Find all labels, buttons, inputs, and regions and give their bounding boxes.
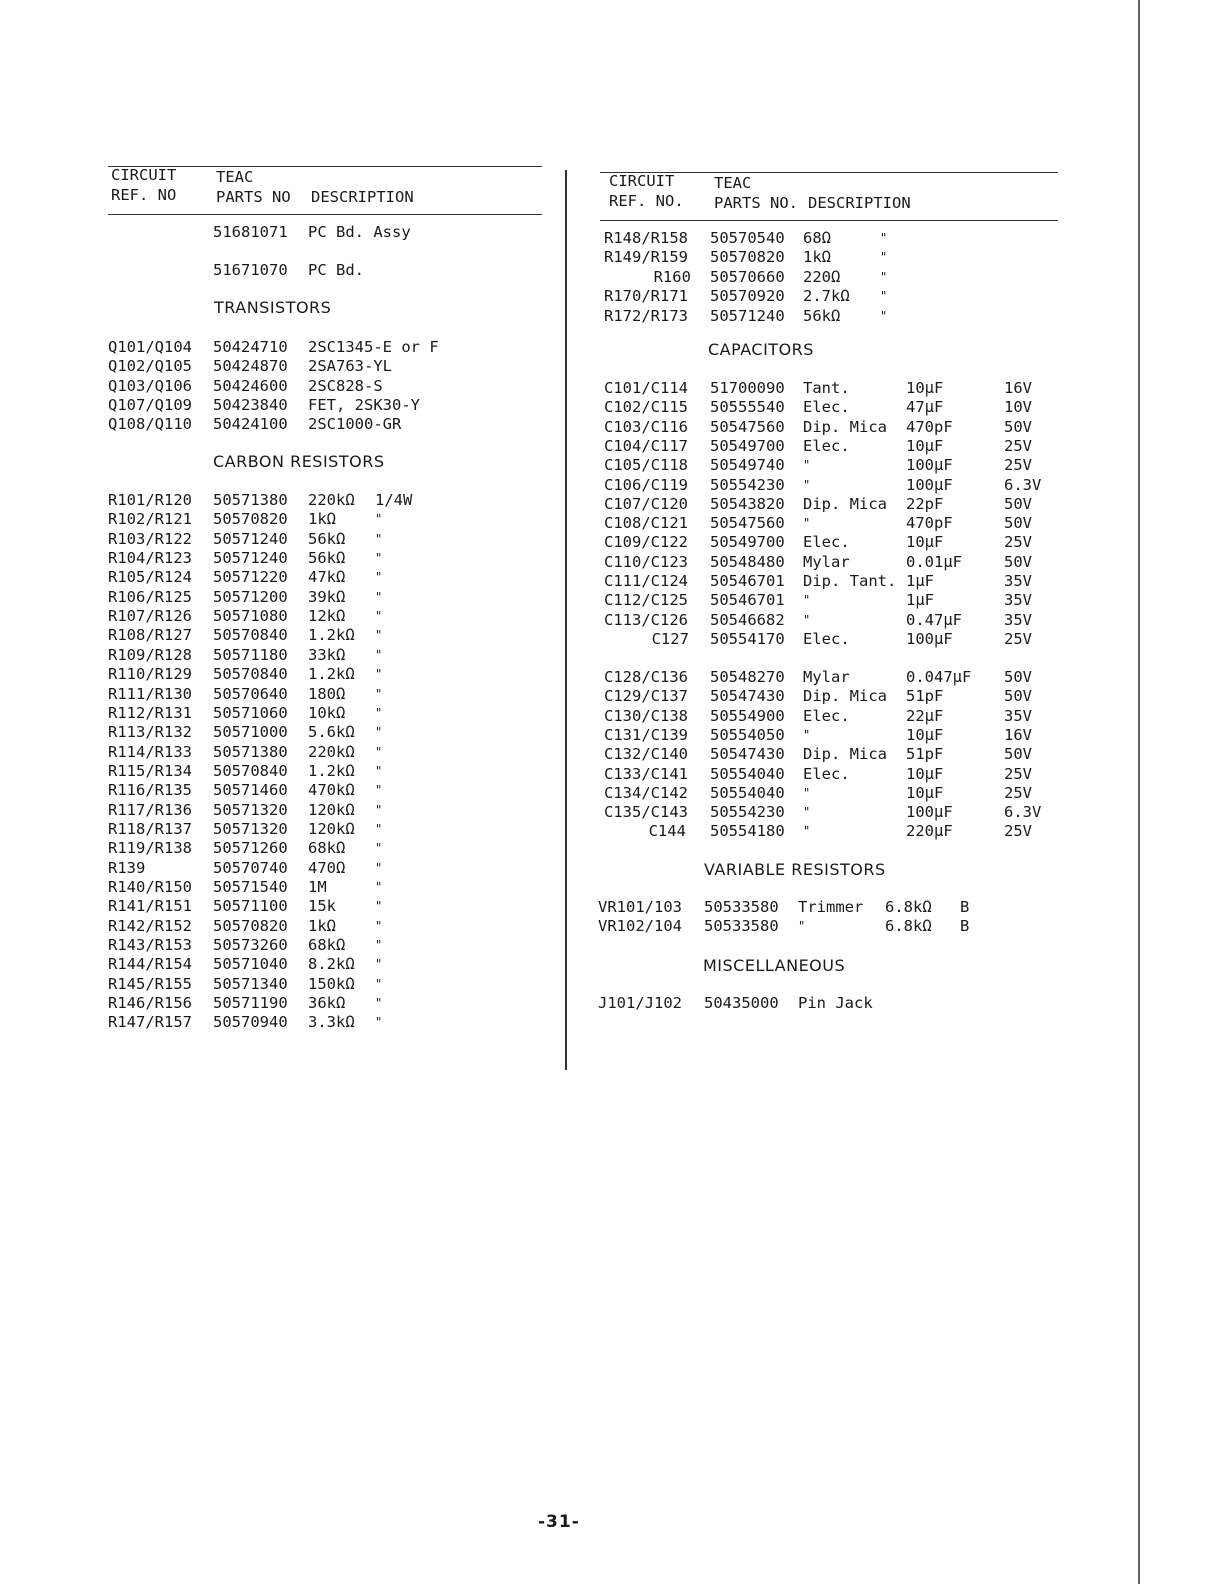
part-number: 50546682 xyxy=(710,610,785,629)
part-number: 50570660 xyxy=(710,267,785,286)
part-number: 50570820 xyxy=(213,510,288,529)
description: 5.6kΩ xyxy=(308,723,355,742)
description: 68kΩ xyxy=(308,839,346,858)
voltage: 50V xyxy=(1004,494,1032,513)
part-number: 50570740 xyxy=(213,858,288,877)
description: 15k xyxy=(308,897,336,916)
rating: " xyxy=(375,880,383,894)
circuit-ref: R147/R157 xyxy=(108,1013,192,1032)
description: Pin Jack xyxy=(798,994,873,1012)
value: 22μF xyxy=(906,706,944,725)
voltage: 35V xyxy=(1004,610,1032,629)
part-number: 50570540 xyxy=(710,229,785,247)
rating: " xyxy=(375,957,383,972)
voltage: 50V xyxy=(1004,745,1032,764)
voltage: 10V xyxy=(1004,398,1032,417)
header-ref: CIRCUIT REF. NO. xyxy=(609,172,684,210)
voltage: 50V xyxy=(1004,687,1032,706)
value: 470pF xyxy=(906,514,953,533)
voltage: 25V xyxy=(1004,533,1032,552)
ditto: " xyxy=(880,250,888,265)
rating: " xyxy=(375,841,383,856)
rating: " xyxy=(375,609,383,624)
part-number: 51671070 xyxy=(213,260,288,279)
description: 220kΩ xyxy=(308,491,355,509)
voltage: 50V xyxy=(1004,514,1032,533)
circuit-ref: R146/R156 xyxy=(108,994,192,1013)
circuit-ref: C103/C116 xyxy=(604,417,688,436)
header-teac: TEAC PARTS NO xyxy=(216,168,291,206)
circuit-ref: Q108/Q110 xyxy=(108,415,192,434)
circuit-ref: R149/R159 xyxy=(604,248,688,267)
rating: " xyxy=(375,976,383,991)
part-number: 50547430 xyxy=(710,745,785,764)
circuit-ref: C132/C140 xyxy=(604,745,688,764)
circuit-ref: R105/R124 xyxy=(108,568,192,587)
description: Dip. Tant. xyxy=(803,572,897,590)
header-ref: CIRCUIT REF. NO xyxy=(111,166,177,204)
page-edge xyxy=(1138,0,1140,1584)
part-number: 50571040 xyxy=(213,955,288,974)
description: 2SC828-S xyxy=(308,376,383,395)
description: 1kΩ xyxy=(308,510,336,529)
description: 68Ω xyxy=(803,229,831,247)
description: 220kΩ xyxy=(308,742,355,761)
column-divider xyxy=(565,170,567,1070)
voltage: 35V xyxy=(1004,706,1032,725)
description: Dip. Mica xyxy=(803,417,887,436)
header-bottom-rule xyxy=(108,214,542,215)
rating: " xyxy=(375,783,383,798)
description: 470kΩ xyxy=(308,781,355,800)
rating: " xyxy=(375,512,383,527)
description: 220Ω xyxy=(803,267,841,286)
rating: " xyxy=(375,744,383,759)
ditto: " xyxy=(880,308,888,323)
value: 0.47μF xyxy=(906,610,962,629)
description: " xyxy=(803,516,811,531)
part-number: 50570840 xyxy=(213,665,288,684)
value: 51pF xyxy=(906,687,944,706)
part-number: 50571060 xyxy=(213,703,288,722)
circuit-ref: C134/C142 xyxy=(604,783,688,802)
circuit-ref: R119/R138 xyxy=(108,839,192,858)
part-number: 50547430 xyxy=(710,687,785,706)
description: Elec. xyxy=(803,533,850,552)
circuit-ref: C131/C139 xyxy=(604,725,688,744)
part-number: 50543820 xyxy=(710,494,785,513)
header-description: DESCRIPTION xyxy=(808,194,911,212)
value: 51pF xyxy=(906,745,944,764)
part-number: 50423840 xyxy=(213,395,288,414)
voltage: 16V xyxy=(1004,725,1032,744)
header-teac: TEAC PARTS NO. xyxy=(714,174,798,212)
circuit-ref: C128/C136 xyxy=(604,668,688,686)
description: 1.2kΩ xyxy=(308,761,355,780)
circuit-ref: Q101/Q104 xyxy=(108,338,192,356)
description: Mylar xyxy=(803,668,850,686)
description: Elec. xyxy=(803,764,850,783)
rating: " xyxy=(375,938,383,953)
description: 47kΩ xyxy=(308,568,346,587)
rating: " xyxy=(375,551,383,566)
value: 6.8kΩ xyxy=(885,917,932,936)
circuit-ref: R141/R151 xyxy=(108,897,192,916)
part-number: 50571220 xyxy=(213,568,288,587)
section-variable-resistors: VARIABLE RESISTORS xyxy=(704,860,886,879)
description: " xyxy=(798,919,806,934)
part-number: 50571180 xyxy=(213,645,288,664)
circuit-ref: R113/R132 xyxy=(108,723,192,742)
description: " xyxy=(803,477,811,492)
part-number: 50548270 xyxy=(710,668,785,686)
voltage: 25V xyxy=(1004,456,1032,475)
part-number: 50547560 xyxy=(710,514,785,533)
circuit-ref: R140/R150 xyxy=(108,878,192,896)
part-number: 50554180 xyxy=(710,822,785,841)
value: 0.047μF xyxy=(906,668,972,686)
circuit-ref: C104/C117 xyxy=(604,436,688,455)
rating: " xyxy=(375,647,383,662)
ditto: " xyxy=(880,231,888,245)
description: " xyxy=(803,727,811,742)
value: 10μF xyxy=(906,379,944,397)
part-number: 50533580 xyxy=(704,917,779,936)
part-number: 50533580 xyxy=(704,898,779,916)
circuit-ref: C135/C143 xyxy=(604,803,688,822)
part-number: 50573260 xyxy=(213,936,288,955)
circuit-ref: R104/R123 xyxy=(108,549,192,568)
part-number: 50424100 xyxy=(213,415,288,434)
description: Mylar xyxy=(803,552,850,571)
description: 150kΩ xyxy=(308,974,355,993)
circuit-ref: R160 xyxy=(653,267,691,286)
circuit-ref: R101/R120 xyxy=(108,491,192,509)
rating: " xyxy=(375,763,383,778)
part-number: 50570820 xyxy=(710,248,785,267)
value: 10μF xyxy=(906,764,944,783)
value: 22pF xyxy=(906,494,944,513)
part-number: 50554050 xyxy=(710,725,785,744)
rating: " xyxy=(375,725,383,740)
description: 56kΩ xyxy=(803,306,841,325)
description: 2.7kΩ xyxy=(803,287,850,306)
description: 33kΩ xyxy=(308,645,346,664)
part-number: 50546701 xyxy=(710,591,785,610)
circuit-ref: C105/C118 xyxy=(604,456,688,475)
part-number: 50571200 xyxy=(213,587,288,606)
section-capacitors: CAPACITORS xyxy=(708,340,814,359)
rating: " xyxy=(375,667,383,682)
part-number: 50571340 xyxy=(213,974,288,993)
description: 36kΩ xyxy=(308,994,346,1013)
circuit-ref: Q103/Q106 xyxy=(108,376,192,395)
description: 10kΩ xyxy=(308,703,346,722)
voltage: 6.3V xyxy=(1004,803,1042,822)
voltage: 6.3V xyxy=(1004,475,1042,494)
circuit-ref: R144/R154 xyxy=(108,955,192,974)
description: 1kΩ xyxy=(308,916,336,935)
description: 3.3kΩ xyxy=(308,1013,355,1032)
description: FET, 2SK30-Y xyxy=(308,395,420,414)
description: 2SC1000-GR xyxy=(308,415,402,434)
part-number: 50571460 xyxy=(213,781,288,800)
description: 470Ω xyxy=(308,858,346,877)
part-number: 50571240 xyxy=(213,549,288,568)
circuit-ref: R115/R134 xyxy=(108,761,192,780)
value: 6.8kΩ xyxy=(885,898,932,916)
circuit-ref: R143/R153 xyxy=(108,936,192,955)
rating: " xyxy=(375,531,383,546)
circuit-ref: R102/R121 xyxy=(108,510,192,529)
rating: " xyxy=(375,821,383,836)
voltage: 25V xyxy=(1004,629,1032,648)
part-number: 50570840 xyxy=(213,761,288,780)
section-miscellaneous: MISCELLANEOUS xyxy=(703,956,846,975)
value: 0.01μF xyxy=(906,552,962,571)
part-number: 50554900 xyxy=(710,706,785,725)
description: " xyxy=(803,824,811,839)
voltage: 16V xyxy=(1004,379,1032,397)
part-number: 50549740 xyxy=(710,456,785,475)
part-number: 50570840 xyxy=(213,626,288,645)
voltage: 25V xyxy=(1004,436,1032,455)
taper: B xyxy=(960,917,970,936)
description: " xyxy=(803,612,811,627)
circuit-ref: R106/R125 xyxy=(108,587,192,606)
circuit-ref: C108/C121 xyxy=(604,514,688,533)
circuit-ref: C144 xyxy=(648,822,686,841)
part-number: 50571320 xyxy=(213,819,288,838)
rating: " xyxy=(375,899,383,914)
circuit-ref: R142/R152 xyxy=(108,916,192,935)
circuit-ref: C110/C123 xyxy=(604,552,688,571)
ditto: " xyxy=(880,269,888,284)
part-number: 50424710 xyxy=(213,338,288,356)
circuit-ref: C133/C141 xyxy=(604,764,688,783)
rating: " xyxy=(375,628,383,643)
circuit-ref: R112/R131 xyxy=(108,703,192,722)
part-number: 50571080 xyxy=(213,607,288,626)
value: 220μF xyxy=(906,822,953,841)
rating: 1/4W xyxy=(375,491,413,509)
section-carbon-resistors: CARBON RESISTORS xyxy=(213,452,385,471)
part-number: 51700090 xyxy=(710,379,785,397)
description: 1.2kΩ xyxy=(308,665,355,684)
part-number: 50546701 xyxy=(710,572,785,590)
part-number: 50424870 xyxy=(213,357,288,376)
circuit-ref: R108/R127 xyxy=(108,626,192,645)
description: 2SC1345-E or F xyxy=(308,338,439,356)
circuit-ref: Q102/Q105 xyxy=(108,357,192,376)
description: Trimmer xyxy=(798,898,864,916)
circuit-ref: C112/C125 xyxy=(604,591,688,610)
description: Elec. xyxy=(803,629,850,648)
part-number: 50571380 xyxy=(213,491,288,509)
circuit-ref: R170/R171 xyxy=(604,287,688,306)
description: 56kΩ xyxy=(308,549,346,568)
description: 68kΩ xyxy=(308,936,346,955)
value: 10μF xyxy=(906,783,944,802)
value: 100μF xyxy=(906,629,953,648)
circuit-ref: C106/C119 xyxy=(604,475,688,494)
rating: " xyxy=(375,570,383,585)
circuit-ref: R107/R126 xyxy=(108,607,192,626)
circuit-ref: Q107/Q109 xyxy=(108,395,192,414)
description: 1M xyxy=(308,878,327,896)
value: 1μF xyxy=(906,572,934,590)
value: 47μF xyxy=(906,398,944,417)
circuit-ref: J101/J102 xyxy=(598,994,682,1012)
part-number: 50547560 xyxy=(710,417,785,436)
description: 12kΩ xyxy=(308,607,346,626)
value: 470pF xyxy=(906,417,953,436)
rating: " xyxy=(375,705,383,720)
circuit-ref: R145/R155 xyxy=(108,974,192,993)
circuit-ref: C129/C137 xyxy=(604,687,688,706)
ditto: " xyxy=(880,289,888,304)
part-number: 50555540 xyxy=(710,398,785,417)
header-description: DESCRIPTION xyxy=(311,188,414,206)
voltage: 25V xyxy=(1004,822,1032,841)
circuit-ref: R116/R135 xyxy=(108,781,192,800)
part-number: 50554230 xyxy=(710,475,785,494)
description: " xyxy=(803,785,811,800)
circuit-ref: R109/R128 xyxy=(108,645,192,664)
rating: " xyxy=(375,860,383,875)
part-number: 50571380 xyxy=(213,742,288,761)
part-number: 50570940 xyxy=(213,1013,288,1032)
circuit-ref: C109/C122 xyxy=(604,533,688,552)
voltage: 50V xyxy=(1004,668,1032,686)
circuit-ref: C107/C120 xyxy=(604,494,688,513)
part-number: 50548480 xyxy=(710,552,785,571)
circuit-ref: R172/R173 xyxy=(604,306,688,325)
value: 10μF xyxy=(906,533,944,552)
circuit-ref: C127 xyxy=(651,629,689,648)
voltage: 50V xyxy=(1004,552,1032,571)
part-number: 50554170 xyxy=(710,629,785,648)
value: 10μF xyxy=(906,725,944,744)
circuit-ref: C130/C138 xyxy=(604,706,688,725)
circuit-ref: VR102/104 xyxy=(598,917,682,936)
rating: " xyxy=(375,686,383,701)
description: 1.2kΩ xyxy=(308,626,355,645)
rating: " xyxy=(375,802,383,817)
circuit-ref: C111/C124 xyxy=(604,572,688,590)
part-number: 50571100 xyxy=(213,897,288,916)
part-number: 50571000 xyxy=(213,723,288,742)
description: 56kΩ xyxy=(308,529,346,548)
circuit-ref: C113/C126 xyxy=(604,610,688,629)
voltage: 50V xyxy=(1004,417,1032,436)
part-number: 50554040 xyxy=(710,764,785,783)
rating: " xyxy=(375,996,383,1011)
circuit-ref: R118/R137 xyxy=(108,819,192,838)
part-number: 50571320 xyxy=(213,800,288,819)
part-number: 50424600 xyxy=(213,376,288,395)
taper: B xyxy=(960,898,970,916)
circuit-ref: R117/R136 xyxy=(108,800,192,819)
circuit-ref: C101/C114 xyxy=(604,379,688,397)
circuit-ref: R139 xyxy=(108,858,146,877)
part-number: 50549700 xyxy=(710,533,785,552)
circuit-ref: R111/R130 xyxy=(108,684,192,703)
value: 100μF xyxy=(906,456,953,475)
description: 2SA763-YL xyxy=(308,357,392,376)
part-number: 50570640 xyxy=(213,684,288,703)
rating: " xyxy=(375,1015,383,1030)
rating: " xyxy=(375,918,383,933)
part-number: 50571190 xyxy=(213,994,288,1013)
description: Elec. xyxy=(803,436,850,455)
value: 1μF xyxy=(906,591,934,610)
section-transistors: TRANSISTORS xyxy=(214,298,332,317)
part-number: 50571240 xyxy=(710,306,785,325)
circuit-ref: R148/R158 xyxy=(604,229,688,247)
value: 10μF xyxy=(906,436,944,455)
part-number: 50571260 xyxy=(213,839,288,858)
part-number: 50554040 xyxy=(710,783,785,802)
circuit-ref: R110/R129 xyxy=(108,665,192,684)
voltage: 25V xyxy=(1004,764,1032,783)
description: 1kΩ xyxy=(803,248,831,267)
description: PC Bd. xyxy=(308,260,364,279)
description: " xyxy=(803,458,811,473)
description: PC Bd. Assy xyxy=(308,223,411,241)
description: " xyxy=(803,593,811,608)
circuit-ref: R114/R133 xyxy=(108,742,192,761)
header-bottom-rule xyxy=(600,220,1058,221)
part-number: 50570920 xyxy=(710,287,785,306)
part-number: 50549700 xyxy=(710,436,785,455)
description: 39kΩ xyxy=(308,587,346,606)
description: 8.2kΩ xyxy=(308,955,355,974)
description: 180Ω xyxy=(308,684,346,703)
part-number: 50571540 xyxy=(213,878,288,896)
circuit-ref: R103/R122 xyxy=(108,529,192,548)
description: 120kΩ xyxy=(308,800,355,819)
circuit-ref: C102/C115 xyxy=(604,398,688,417)
part-number: 51681071 xyxy=(213,223,288,241)
description: Tant. xyxy=(803,379,850,397)
page-number: -31- xyxy=(538,1512,580,1532)
description: Dip. Mica xyxy=(803,494,887,513)
part-number: 50570820 xyxy=(213,916,288,935)
part-number: 50571240 xyxy=(213,529,288,548)
value: 100μF xyxy=(906,475,953,494)
description: 120kΩ xyxy=(308,819,355,838)
part-number: 50554230 xyxy=(710,803,785,822)
part-number: 50435000 xyxy=(704,994,779,1012)
value: 100μF xyxy=(906,803,953,822)
voltage: 35V xyxy=(1004,591,1032,610)
description: Dip. Mica xyxy=(803,687,887,706)
circuit-ref: VR101/103 xyxy=(598,898,682,916)
description: Dip. Mica xyxy=(803,745,887,764)
voltage: 25V xyxy=(1004,783,1032,802)
description: Elec. xyxy=(803,398,850,417)
description: Elec. xyxy=(803,706,850,725)
description: " xyxy=(803,805,811,820)
rating: " xyxy=(375,589,383,604)
voltage: 35V xyxy=(1004,572,1032,590)
